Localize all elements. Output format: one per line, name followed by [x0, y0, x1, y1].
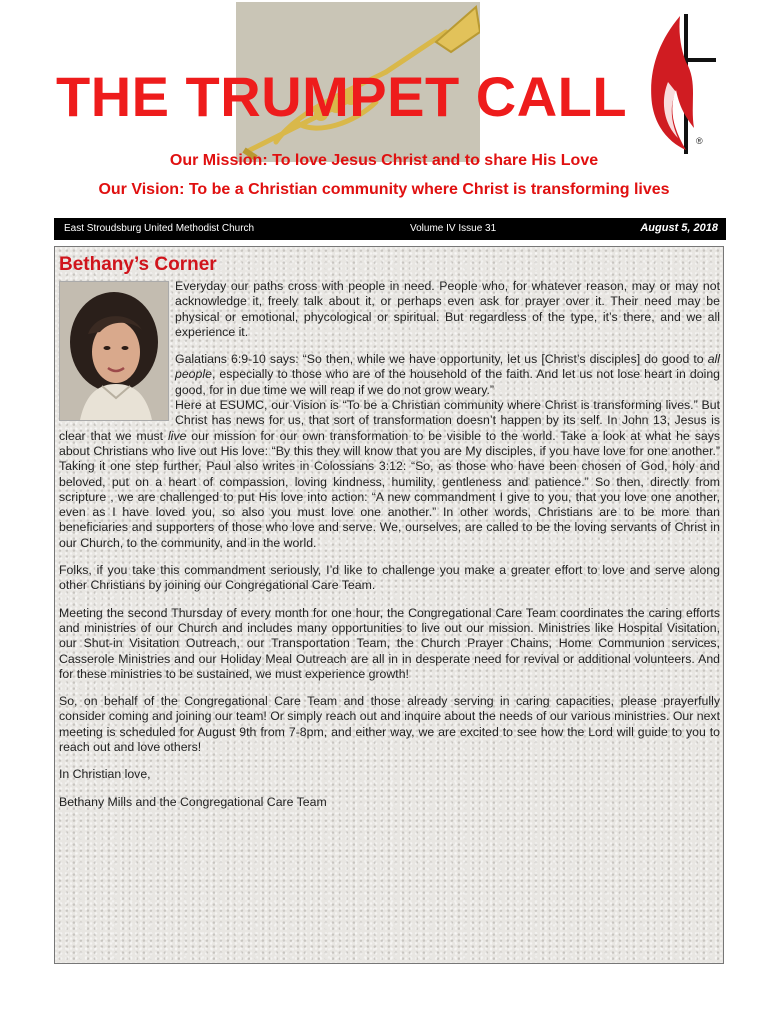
paragraph-6: So, on behalf of the Congregational Care Team and those already serving in caring capacities, please prayerfully consider coming and joining our team! Or simply reach out and inquire about the needs of our various ministries. Our next meeting is scheduled for August 9th from 7-8pm, and either way, we are excited to see how the Lord will guide to you to reach out and love others!: [59, 694, 720, 755]
paragraph-3-emphasis: live: [167, 428, 187, 443]
issue-date: August 5, 2018: [640, 222, 718, 234]
paragraph-2a: Galatians 6:9-10 says: “So then, while we have opportunity, let us [Christ’s disciples] do good to: [175, 352, 708, 367]
article-body: [59, 279, 720, 810]
article-title: Bethany’s Corner: [59, 254, 217, 275]
church-name: East Stroudsburg United Methodist Church: [64, 223, 255, 234]
paragraph-2-emphasis: all people: [175, 352, 720, 382]
closing-line: In Christian love,: [59, 767, 151, 782]
vision-statement: Our Vision: To be a Christian community where Christ is transforming lives: [98, 181, 670, 198]
paragraph-4: Folks, if you take this commandment seriously, I’d like to challenge you make a greater effort to love and serve along other Christians by joining our Congregational Care Team.: [59, 563, 720, 593]
issue-header-bar: [54, 218, 726, 240]
paragraph-1: Everyday our paths cross with people in need. People who, for whatever reason, may or may not acknowledge it, freely talk about it, or perhaps even ask for prayer over it. Their need may be physical or emotional, phycological or spiritual. But regardless of the type, it’s there, and we all experience it.: [175, 279, 720, 339]
volume-issue: Volume IV Issue 31: [410, 223, 497, 234]
signature-line: Bethany Mills and the Congregational Care Team: [59, 794, 327, 809]
paragraph-5: Meeting the second Thursday of every month for one hour, the Congregational Care Team coordinates the caring efforts and ministries of our Church and includes many opportunities to live out our mission. Ministries like Hospital Visitation, our Shut-in Visitation Outreach, our Transportation Team, the Church Prayer Chains, Home Communion services, Casserole Ministries and our Holiday Meal Outreach are all in in desperate need for revival or additional volunteers. And for these ministries to be sustained, we must experience growth!: [59, 605, 720, 681]
registered-mark: ®: [696, 136, 703, 146]
author-photo: [59, 281, 169, 421]
newsletter-title: THE TRUMPET CALL: [56, 65, 628, 128]
paragraph-2b: , especially to those who are of the household of the faith. And let us not lose heart in doing good, for in due time we will reap if we do not grow weary.”: [175, 367, 720, 397]
paragraph-3a: Here at ESUMC, our Vision is “To be a Christian community where Christ is transforming lives.” But Christ has news for us, that sort of transformation doesn’t happen by its self. In John 13, Jesus is clear that we must: [59, 398, 720, 443]
cross-and-flame-logo: [638, 12, 718, 157]
paragraph-3b: our mission for our own transformation to be visible to the world. Take a look at what he says about Christians who live out His love: “By this they will know that you are My disciples, if you have love for one another.” Taking it one step further, Paul also writes in Colossians 3:12: “So, as those who have been chosen of God, holy and beloved, put on a heart of compassion, loving kindness, humility, gentleness and patience.” So then, directly from scripture , we are challenged to put His love into action: “A new commandment I give to you, that you love one another, even as I have loved you, so also you must love one another.” In other words, Christians are to be more than beneficiaries and supporters of those who love and serve. We, ourselves, are called to be the loving servants of Christ in our Church, to the community, and in the world.: [59, 428, 720, 550]
article-panel: [54, 246, 724, 964]
mission-statement: Our Mission: To love Jesus Christ and to share His Love: [169, 152, 599, 169]
